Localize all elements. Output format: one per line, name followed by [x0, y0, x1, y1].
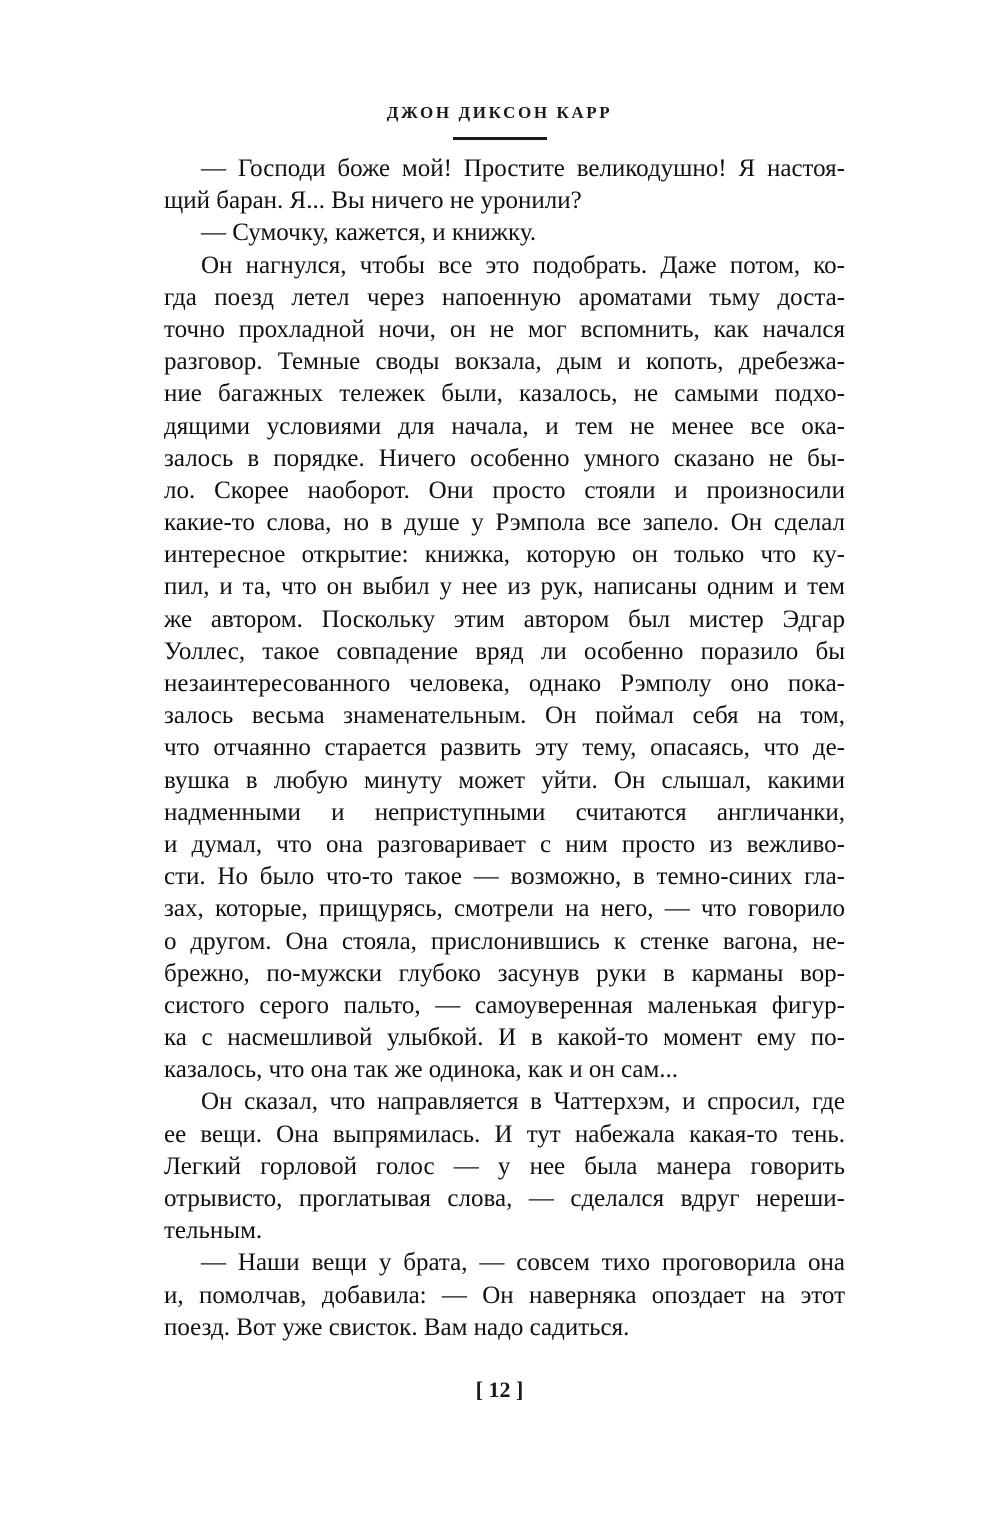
text-line: ло. Скорее наоборот. Они просто стояли и произносили: [164, 476, 845, 504]
text-line: разговор. Темные своды вокзала, дым и копоть, дребезжа-: [164, 348, 845, 376]
text-line: поезд. Вот уже свисток. Вам надо садиться.: [164, 1313, 630, 1341]
text-line: гда поезд летел через напоенную ароматами тьму доста-: [164, 283, 845, 311]
text-line: Легкий горловой голос — у нее была манера говорить: [164, 1152, 845, 1180]
text-line: отрывисто, проглатывая слова, — сделался вдруг нереши-: [164, 1185, 845, 1212]
text-line: Он нагнулся, чтобы все это подобрать. Даже потом, ко-: [201, 251, 845, 279]
text-line: Он сказал, что направляется в Чаттерхэм, и спросил, где: [201, 1088, 845, 1116]
text-line: — Господи боже мой! Простите великодушно! Я настоя-: [201, 155, 845, 182]
text-line: точно прохладной ночи, он не мог вспомнить, как начался: [164, 315, 845, 343]
text-line: — Наши вещи у брата, — совсем тихо проговорила она: [201, 1249, 845, 1277]
text-line: пил, и та, что он выбил у нее из рук, написаны одним и тем: [164, 573, 845, 601]
text-line: вушка в любую минуту может уйти. Он слышал, какими: [164, 766, 845, 794]
text-line: Уоллес, такое совпадение вряд ли особенно поразило бы: [164, 637, 845, 665]
text-line: залось в порядке. Ничего особенно умного сказано не бы-: [164, 444, 845, 472]
text-line: дящими условиями для начала, и тем не менее все ока-: [164, 412, 845, 440]
text-line: систого серого пальто, — самоуверенная маленькая фигур-: [164, 991, 845, 1019]
text-line: о другом. Она стояла, прислонившись к стенке вагона, не-: [164, 927, 845, 955]
text-line: тельным.: [164, 1217, 263, 1245]
text-line: надменными и неприступными считаются англичанки,: [164, 798, 845, 826]
text-line: казалось, что она так же одинока, как и он сам...: [164, 1056, 679, 1084]
page-number: [ 12 ]: [475, 1377, 524, 1402]
text-line: что отчаянно старается развить эту тему, опасаясь, что де-: [164, 734, 845, 762]
text-line: щий баран. Я... Вы ничего не уронили?: [164, 187, 582, 215]
text-line: — Сумочку, кажется, и книжку.: [201, 219, 537, 247]
text-line: интересное открытие: книжка, которую он только что ку-: [164, 541, 845, 569]
text-line: незаинтересованного человека, однако Рэмполу оно пока-: [164, 670, 845, 697]
header-rule: [453, 137, 547, 140]
text-line: сти. Но было что-то такое — возможно, в темно-синих гла-: [164, 863, 845, 891]
text-line: какие-то слова, но в душе у Рэмпола все запело. Он сделал: [164, 509, 845, 537]
text-line: брежно, по-мужски глубоко засунув руки в карманы вор-: [164, 959, 845, 987]
text-line: и думал, что она разговаривает с ним просто из вежливо-: [164, 830, 845, 858]
text-line: и, помолчав, добавила: — Он наверняка опоздает на этот: [164, 1281, 845, 1309]
body-text: [164, 153, 845, 1344]
text-line: же автором. Поскольку этим автором был мистер Эдгар: [164, 605, 845, 633]
running-head-author: ДЖОН ДИКСОН КАРР: [386, 103, 613, 122]
text-line: ние багажных тележек были, казалось, не самыми подхо-: [164, 380, 845, 408]
text-line: ка с насмешливой улыбкой. И в какой-то момент ему по-: [164, 1024, 845, 1052]
text-line: залось весьма знаменательным. Он поймал себя на том,: [164, 702, 845, 730]
text-line: ее вещи. Она выпрямилась. И тут набежала какая-то тень.: [164, 1120, 845, 1148]
text-line: зах, которые, прищурясь, смотрели на него, — что говорило: [164, 895, 845, 923]
